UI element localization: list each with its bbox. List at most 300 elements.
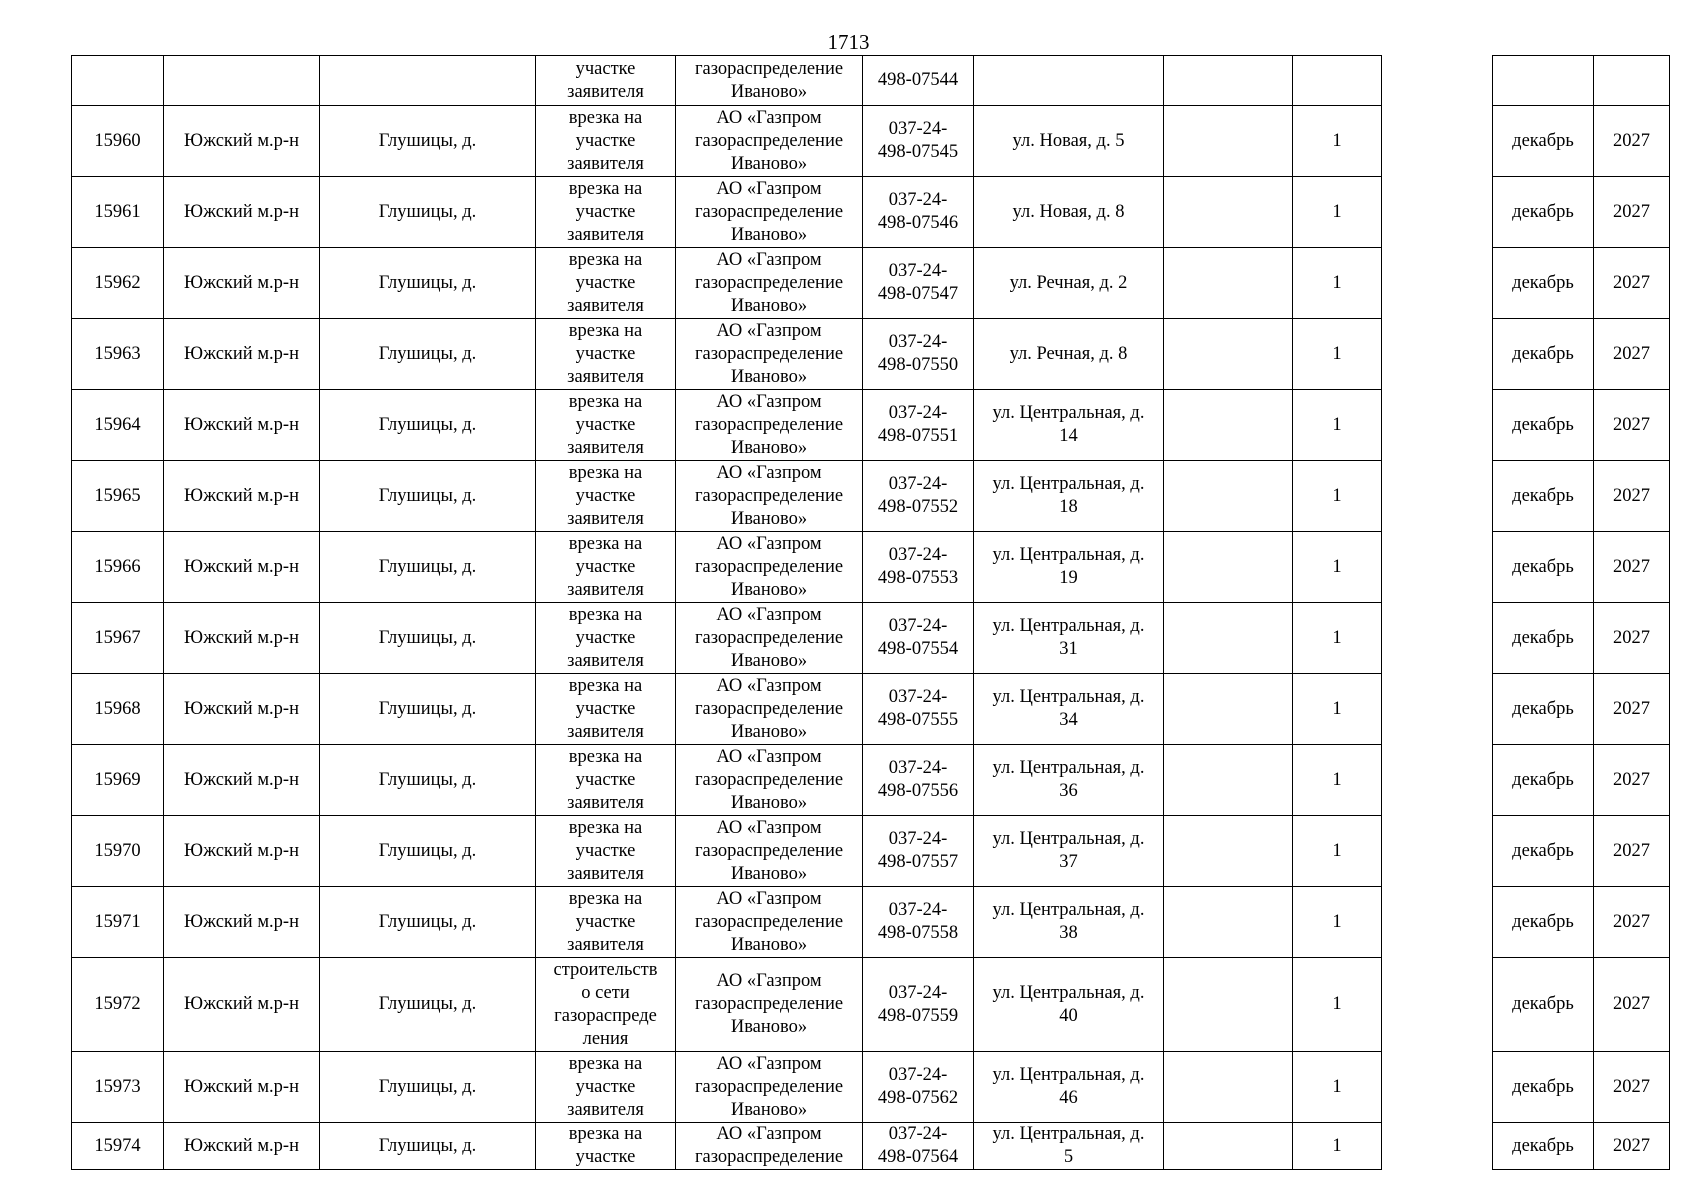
address-text: ул. Центральная, д. 40 bbox=[992, 982, 1145, 1026]
code-text: 037-24- 498-07558 bbox=[877, 900, 959, 943]
address-text: ул. Центральная, д. 18 bbox=[992, 474, 1145, 517]
month-text: декабрь bbox=[1512, 201, 1574, 222]
code-text: 037-24- 498-07550 bbox=[877, 332, 959, 375]
locality-text: Глушицы, д. bbox=[378, 414, 477, 435]
operator-text: АО «Газпром газораспределение Иваново» bbox=[694, 533, 844, 600]
cell-operator bbox=[676, 816, 863, 887]
address-text: ул. Центральная, д. 37 bbox=[992, 829, 1145, 872]
code-text: 037-24- 498-07545 bbox=[877, 119, 959, 162]
cell-empty-2 bbox=[1382, 390, 1493, 461]
no-text: 15972 bbox=[94, 994, 141, 1014]
cell-code bbox=[863, 106, 974, 177]
cell-work-type bbox=[536, 958, 676, 1052]
cell-month bbox=[1493, 461, 1594, 532]
cell-address bbox=[974, 532, 1164, 603]
cell-month bbox=[1493, 177, 1594, 248]
year-text: 2027 bbox=[1613, 201, 1650, 222]
month-text: декабрь bbox=[1512, 343, 1574, 364]
code-text: 037-24- 498-07559 bbox=[877, 982, 959, 1026]
address-text: ул. Центральная, д. 36 bbox=[992, 758, 1145, 801]
cell-empty-2 bbox=[1382, 674, 1493, 745]
cell-operator bbox=[676, 887, 863, 958]
year-text: 2027 bbox=[1613, 769, 1650, 790]
district-text: Южский м.р-н bbox=[184, 130, 299, 151]
no-text: 15974 bbox=[94, 1135, 141, 1156]
district-text: Южский м.р-н bbox=[184, 201, 299, 222]
cell-empty-1 bbox=[1164, 56, 1293, 106]
cell-month bbox=[1493, 106, 1594, 177]
code-text: 037-24- 498-07546 bbox=[877, 190, 959, 233]
code-text: 037-24- 498-07547 bbox=[877, 261, 959, 304]
no-text: 15961 bbox=[94, 201, 141, 222]
no-text: 15965 bbox=[94, 485, 141, 506]
year-text: 2027 bbox=[1613, 627, 1650, 648]
cell-year bbox=[1594, 745, 1670, 816]
table-row bbox=[72, 887, 1670, 958]
register-body bbox=[72, 56, 1670, 1170]
cell-district bbox=[164, 603, 320, 674]
cell-district bbox=[164, 390, 320, 461]
work-type-text: врезка на участке заявителя bbox=[567, 533, 644, 600]
cell-work-type bbox=[536, 674, 676, 745]
cell-address bbox=[974, 1123, 1164, 1170]
no-text: 15964 bbox=[94, 414, 141, 435]
cell-operator bbox=[676, 603, 863, 674]
address-text: ул. Новая, д. 8 bbox=[1012, 201, 1125, 222]
cell-no bbox=[72, 958, 164, 1052]
cell-count bbox=[1293, 674, 1382, 745]
table-row bbox=[72, 958, 1670, 1052]
cell-address bbox=[974, 745, 1164, 816]
district-text: Южский м.р-н bbox=[184, 272, 299, 293]
operator-text: АО «Газпром газораспределение Иваново» bbox=[694, 178, 844, 245]
work-type-text: врезка на участке заявителя bbox=[567, 817, 644, 884]
month-text: декабрь bbox=[1512, 272, 1574, 293]
locality-text: Глушицы, д. bbox=[378, 343, 477, 364]
cell-month bbox=[1493, 532, 1594, 603]
cell-operator bbox=[676, 532, 863, 603]
cell-address bbox=[974, 1052, 1164, 1123]
cell-empty-1 bbox=[1164, 461, 1293, 532]
cell-code bbox=[863, 887, 974, 958]
table-row bbox=[72, 816, 1670, 887]
month-text: декабрь bbox=[1512, 556, 1574, 577]
operator-text: АО «Газпром газораспределение Иваново» bbox=[694, 817, 844, 884]
table-row bbox=[72, 390, 1670, 461]
cell-month bbox=[1493, 56, 1594, 106]
cell-locality bbox=[320, 390, 536, 461]
cell-empty-1 bbox=[1164, 1123, 1293, 1170]
cell-year bbox=[1594, 958, 1670, 1052]
operator-text: АО «Газпром газораспределение Иваново» bbox=[694, 107, 844, 174]
district-text: Южский м.р-н bbox=[184, 1076, 299, 1097]
operator-text: АО «Газпром газораспределение Иваново» bbox=[694, 1053, 844, 1120]
table-row bbox=[72, 1123, 1670, 1170]
cell-no bbox=[72, 745, 164, 816]
cell-locality bbox=[320, 56, 536, 106]
count-text: 1 bbox=[1332, 911, 1342, 932]
cell-empty-1 bbox=[1164, 674, 1293, 745]
table-row bbox=[72, 603, 1670, 674]
count-text: 1 bbox=[1332, 769, 1342, 790]
code-text: 037-24- 498-07552 bbox=[877, 474, 959, 517]
month-text: декабрь bbox=[1512, 485, 1574, 506]
year-text: 2027 bbox=[1613, 272, 1650, 293]
cell-code bbox=[863, 1052, 974, 1123]
work-type-text: врезка на участке заявителя bbox=[567, 107, 644, 174]
cell-empty-2 bbox=[1382, 177, 1493, 248]
work-type-text: врезка на участке заявителя bbox=[567, 178, 644, 245]
month-text: декабрь bbox=[1512, 994, 1574, 1014]
count-text: 1 bbox=[1332, 343, 1342, 364]
cell-count bbox=[1293, 106, 1382, 177]
count-text: 1 bbox=[1332, 272, 1342, 293]
month-text: декабрь bbox=[1512, 840, 1574, 861]
cell-no bbox=[72, 106, 164, 177]
cell-district bbox=[164, 816, 320, 887]
cell-year bbox=[1594, 106, 1670, 177]
no-text: 15968 bbox=[94, 698, 141, 719]
cell-district bbox=[164, 1123, 320, 1170]
cell-no bbox=[72, 603, 164, 674]
cell-code bbox=[863, 745, 974, 816]
work-type-text: участке заявителя bbox=[567, 58, 644, 102]
cell-work-type bbox=[536, 532, 676, 603]
count-text: 1 bbox=[1332, 556, 1342, 577]
cell-count bbox=[1293, 745, 1382, 816]
cell-no bbox=[72, 461, 164, 532]
no-text: 15969 bbox=[94, 769, 141, 790]
code-text: 037-24- 498-07562 bbox=[877, 1065, 959, 1108]
cell-locality bbox=[320, 674, 536, 745]
cell-locality bbox=[320, 177, 536, 248]
cell-empty-1 bbox=[1164, 1052, 1293, 1123]
cell-month bbox=[1493, 248, 1594, 319]
locality-text: Глушицы, д. bbox=[378, 1135, 477, 1156]
table-row bbox=[72, 248, 1670, 319]
cell-no bbox=[72, 532, 164, 603]
cell-district bbox=[164, 177, 320, 248]
cell-address bbox=[974, 106, 1164, 177]
cell-code bbox=[863, 319, 974, 390]
cell-work-type bbox=[536, 1123, 676, 1170]
cell-year bbox=[1594, 461, 1670, 532]
year-text: 2027 bbox=[1613, 343, 1650, 364]
cell-count bbox=[1293, 56, 1382, 106]
cell-empty-1 bbox=[1164, 887, 1293, 958]
cell-address bbox=[974, 887, 1164, 958]
cell-count bbox=[1293, 461, 1382, 532]
code-text: 037-24- 498-07555 bbox=[877, 687, 959, 730]
no-text: 15963 bbox=[94, 343, 141, 364]
locality-text: Глушицы, д. bbox=[378, 627, 477, 648]
cell-empty-2 bbox=[1382, 56, 1493, 106]
locality-text: Глушицы, д. bbox=[378, 994, 477, 1014]
work-type-text: врезка на участке заявителя bbox=[567, 1053, 644, 1120]
cell-district bbox=[164, 106, 320, 177]
cell-code bbox=[863, 1123, 974, 1170]
cell-address bbox=[974, 319, 1164, 390]
address-text: ул. Центральная, д. 46 bbox=[992, 1065, 1145, 1108]
address-text: ул. Речная, д. 8 bbox=[1009, 343, 1128, 364]
cell-empty-1 bbox=[1164, 319, 1293, 390]
cell-operator bbox=[676, 461, 863, 532]
cell-district bbox=[164, 248, 320, 319]
cell-address bbox=[974, 390, 1164, 461]
cell-address bbox=[974, 674, 1164, 745]
locality-text: Глушицы, д. bbox=[378, 769, 477, 790]
continuation-row bbox=[72, 56, 1670, 106]
cell-district bbox=[164, 745, 320, 816]
operator-text: АО «Газпром газораспределение Иваново» bbox=[694, 604, 844, 671]
cell-operator bbox=[676, 390, 863, 461]
cell-code bbox=[863, 177, 974, 248]
table-row bbox=[72, 177, 1670, 248]
table-row bbox=[72, 106, 1670, 177]
cell-operator bbox=[676, 319, 863, 390]
cell-district bbox=[164, 674, 320, 745]
cell-empty-2 bbox=[1382, 461, 1493, 532]
table-row bbox=[72, 319, 1670, 390]
no-text: 15962 bbox=[94, 272, 141, 293]
cell-code bbox=[863, 958, 974, 1052]
cell-locality bbox=[320, 745, 536, 816]
table-row bbox=[72, 745, 1670, 816]
cell-locality bbox=[320, 887, 536, 958]
work-type-text: врезка на участке заявителя bbox=[567, 888, 644, 955]
cell-year bbox=[1594, 248, 1670, 319]
cell-empty-2 bbox=[1382, 745, 1493, 816]
cell-work-type bbox=[536, 319, 676, 390]
cell-empty-1 bbox=[1164, 177, 1293, 248]
work-type-text: врезка на участке заявителя bbox=[567, 462, 644, 529]
no-text: 15973 bbox=[94, 1076, 141, 1097]
cell-month bbox=[1493, 887, 1594, 958]
cell-count bbox=[1293, 177, 1382, 248]
code-text: 037-24- 498-07553 bbox=[877, 545, 959, 588]
cell-empty-2 bbox=[1382, 958, 1493, 1052]
operator-text: АО «Газпром газораспределение bbox=[694, 1124, 844, 1167]
operator-text: АО «Газпром газораспределение Иваново» bbox=[694, 249, 844, 316]
cell-no bbox=[72, 177, 164, 248]
locality-text: Глушицы, д. bbox=[378, 698, 477, 719]
operator-text: АО «Газпром газораспределение Иваново» bbox=[694, 971, 844, 1037]
district-text: Южский м.р-н bbox=[184, 840, 299, 861]
table-row bbox=[72, 1052, 1670, 1123]
cell-locality bbox=[320, 106, 536, 177]
cell-district bbox=[164, 319, 320, 390]
cell-year bbox=[1594, 177, 1670, 248]
no-text: 15970 bbox=[94, 840, 141, 861]
cell-address bbox=[974, 461, 1164, 532]
month-text: декабрь bbox=[1512, 769, 1574, 790]
cell-work-type bbox=[536, 745, 676, 816]
cell-year bbox=[1594, 674, 1670, 745]
district-text: Южский м.р-н bbox=[184, 414, 299, 435]
cell-work-type bbox=[536, 106, 676, 177]
district-text: Южский м.р-н bbox=[184, 698, 299, 719]
cell-empty-1 bbox=[1164, 958, 1293, 1052]
cell-code bbox=[863, 532, 974, 603]
locality-text: Глушицы, д. bbox=[378, 485, 477, 506]
month-text: декабрь bbox=[1512, 627, 1574, 648]
cell-empty-2 bbox=[1382, 319, 1493, 390]
cell-code bbox=[863, 674, 974, 745]
locality-text: Глушицы, д. bbox=[378, 556, 477, 577]
cell-empty-1 bbox=[1164, 248, 1293, 319]
address-text: ул. Речная, д. 2 bbox=[1009, 272, 1128, 293]
cell-code bbox=[863, 461, 974, 532]
district-text: Южский м.р-н bbox=[184, 627, 299, 648]
cell-no bbox=[72, 319, 164, 390]
cell-empty-2 bbox=[1382, 1123, 1493, 1170]
cell-month bbox=[1493, 674, 1594, 745]
count-text: 1 bbox=[1332, 698, 1342, 719]
district-text: Южский м.р-н bbox=[184, 556, 299, 577]
district-text: Южский м.р-н bbox=[184, 1135, 299, 1156]
cell-district bbox=[164, 1052, 320, 1123]
cell-address bbox=[974, 56, 1164, 106]
cell-operator bbox=[676, 56, 863, 106]
cell-month bbox=[1493, 1123, 1594, 1170]
cell-empty-1 bbox=[1164, 532, 1293, 603]
cell-year bbox=[1594, 1123, 1670, 1170]
operator-text: АО «Газпром газораспределение Иваново» bbox=[694, 675, 844, 742]
operator-text: АО «Газпром газораспределение Иваново» bbox=[694, 888, 844, 955]
cell-empty-1 bbox=[1164, 816, 1293, 887]
no-text: 15967 bbox=[94, 627, 141, 648]
cell-empty-1 bbox=[1164, 390, 1293, 461]
district-text: Южский м.р-н bbox=[184, 994, 299, 1014]
cell-count bbox=[1293, 958, 1382, 1052]
cell-year bbox=[1594, 603, 1670, 674]
cell-empty-1 bbox=[1164, 603, 1293, 674]
month-text: декабрь bbox=[1512, 414, 1574, 435]
count-text: 1 bbox=[1332, 994, 1342, 1014]
code-text: 037-24- 498-07564 bbox=[877, 1124, 959, 1167]
work-type-text: врезка на участке заявителя bbox=[567, 391, 644, 458]
cell-locality bbox=[320, 958, 536, 1052]
locality-text: Глушицы, д. bbox=[378, 272, 477, 293]
cell-month bbox=[1493, 390, 1594, 461]
year-text: 2027 bbox=[1613, 130, 1650, 151]
cell-month bbox=[1493, 958, 1594, 1052]
cell-count bbox=[1293, 248, 1382, 319]
locality-text: Глушицы, д. bbox=[378, 911, 477, 932]
cell-operator bbox=[676, 1123, 863, 1170]
cell-empty-2 bbox=[1382, 106, 1493, 177]
address-text: ул. Центральная, д. 19 bbox=[992, 545, 1145, 588]
cell-count bbox=[1293, 887, 1382, 958]
no-text: 15971 bbox=[94, 911, 141, 932]
district-text: Южский м.р-н bbox=[184, 769, 299, 790]
cell-address bbox=[974, 177, 1164, 248]
cell-year bbox=[1594, 56, 1670, 106]
cell-work-type bbox=[536, 177, 676, 248]
cell-locality bbox=[320, 603, 536, 674]
cell-count bbox=[1293, 603, 1382, 674]
year-text: 2027 bbox=[1613, 1135, 1650, 1156]
year-text: 2027 bbox=[1613, 698, 1650, 719]
count-text: 1 bbox=[1332, 414, 1342, 435]
cell-work-type bbox=[536, 56, 676, 106]
count-text: 1 bbox=[1332, 840, 1342, 861]
operator-text: АО «Газпром газораспределение Иваново» bbox=[694, 391, 844, 458]
cell-locality bbox=[320, 1123, 536, 1170]
year-text: 2027 bbox=[1613, 994, 1650, 1014]
cell-no bbox=[72, 390, 164, 461]
work-type-text: врезка на участке заявителя bbox=[567, 675, 644, 742]
year-text: 2027 bbox=[1613, 556, 1650, 577]
work-type-text: врезка на участке заявителя bbox=[567, 604, 644, 671]
district-text: Южский м.р-н bbox=[184, 485, 299, 506]
no-text: 15960 bbox=[94, 130, 141, 151]
count-text: 1 bbox=[1332, 1076, 1342, 1097]
cell-locality bbox=[320, 248, 536, 319]
district-text: Южский м.р-н bbox=[184, 343, 299, 364]
cell-work-type bbox=[536, 248, 676, 319]
month-text: декабрь bbox=[1512, 1135, 1574, 1156]
table-row bbox=[72, 674, 1670, 745]
month-text: декабрь bbox=[1512, 698, 1574, 719]
cell-count bbox=[1293, 390, 1382, 461]
cell-month bbox=[1493, 603, 1594, 674]
cell-district bbox=[164, 887, 320, 958]
work-type-text: врезка на участке заявителя bbox=[567, 746, 644, 813]
cell-empty-1 bbox=[1164, 745, 1293, 816]
cell-work-type bbox=[536, 1052, 676, 1123]
address-text: ул. Центральная, д. 31 bbox=[992, 616, 1145, 659]
count-text: 1 bbox=[1332, 201, 1342, 222]
cell-code bbox=[863, 390, 974, 461]
month-text: декабрь bbox=[1512, 1076, 1574, 1097]
cell-work-type bbox=[536, 390, 676, 461]
operator-text: АО «Газпром газораспределение Иваново» bbox=[694, 462, 844, 529]
cell-district bbox=[164, 56, 320, 106]
code-text: 037-24- 498-07557 bbox=[877, 829, 959, 872]
cell-no bbox=[72, 248, 164, 319]
address-text: ул. Центральная, д. 38 bbox=[992, 900, 1145, 943]
cell-address bbox=[974, 248, 1164, 319]
register-table bbox=[71, 55, 1670, 1170]
district-text: Южский м.р-н bbox=[184, 911, 299, 932]
cell-year bbox=[1594, 816, 1670, 887]
count-text: 1 bbox=[1332, 485, 1342, 506]
cell-work-type bbox=[536, 461, 676, 532]
count-text: 1 bbox=[1332, 1135, 1342, 1156]
cell-work-type bbox=[536, 816, 676, 887]
cell-code bbox=[863, 248, 974, 319]
year-text: 2027 bbox=[1613, 911, 1650, 932]
cell-year bbox=[1594, 1052, 1670, 1123]
cell-work-type bbox=[536, 603, 676, 674]
cell-operator bbox=[676, 1052, 863, 1123]
cell-work-type bbox=[536, 887, 676, 958]
locality-text: Глушицы, д. bbox=[378, 1076, 477, 1097]
year-text: 2027 bbox=[1613, 1076, 1650, 1097]
cell-locality bbox=[320, 1052, 536, 1123]
cell-code bbox=[863, 816, 974, 887]
cell-address bbox=[974, 816, 1164, 887]
locality-text: Глушицы, д. bbox=[378, 840, 477, 861]
month-text: декабрь bbox=[1512, 130, 1574, 151]
operator-text: АО «Газпром газораспределение Иваново» bbox=[694, 320, 844, 387]
cell-operator bbox=[676, 674, 863, 745]
cell-operator bbox=[676, 958, 863, 1052]
cell-month bbox=[1493, 319, 1594, 390]
cell-locality bbox=[320, 532, 536, 603]
cell-operator bbox=[676, 745, 863, 816]
